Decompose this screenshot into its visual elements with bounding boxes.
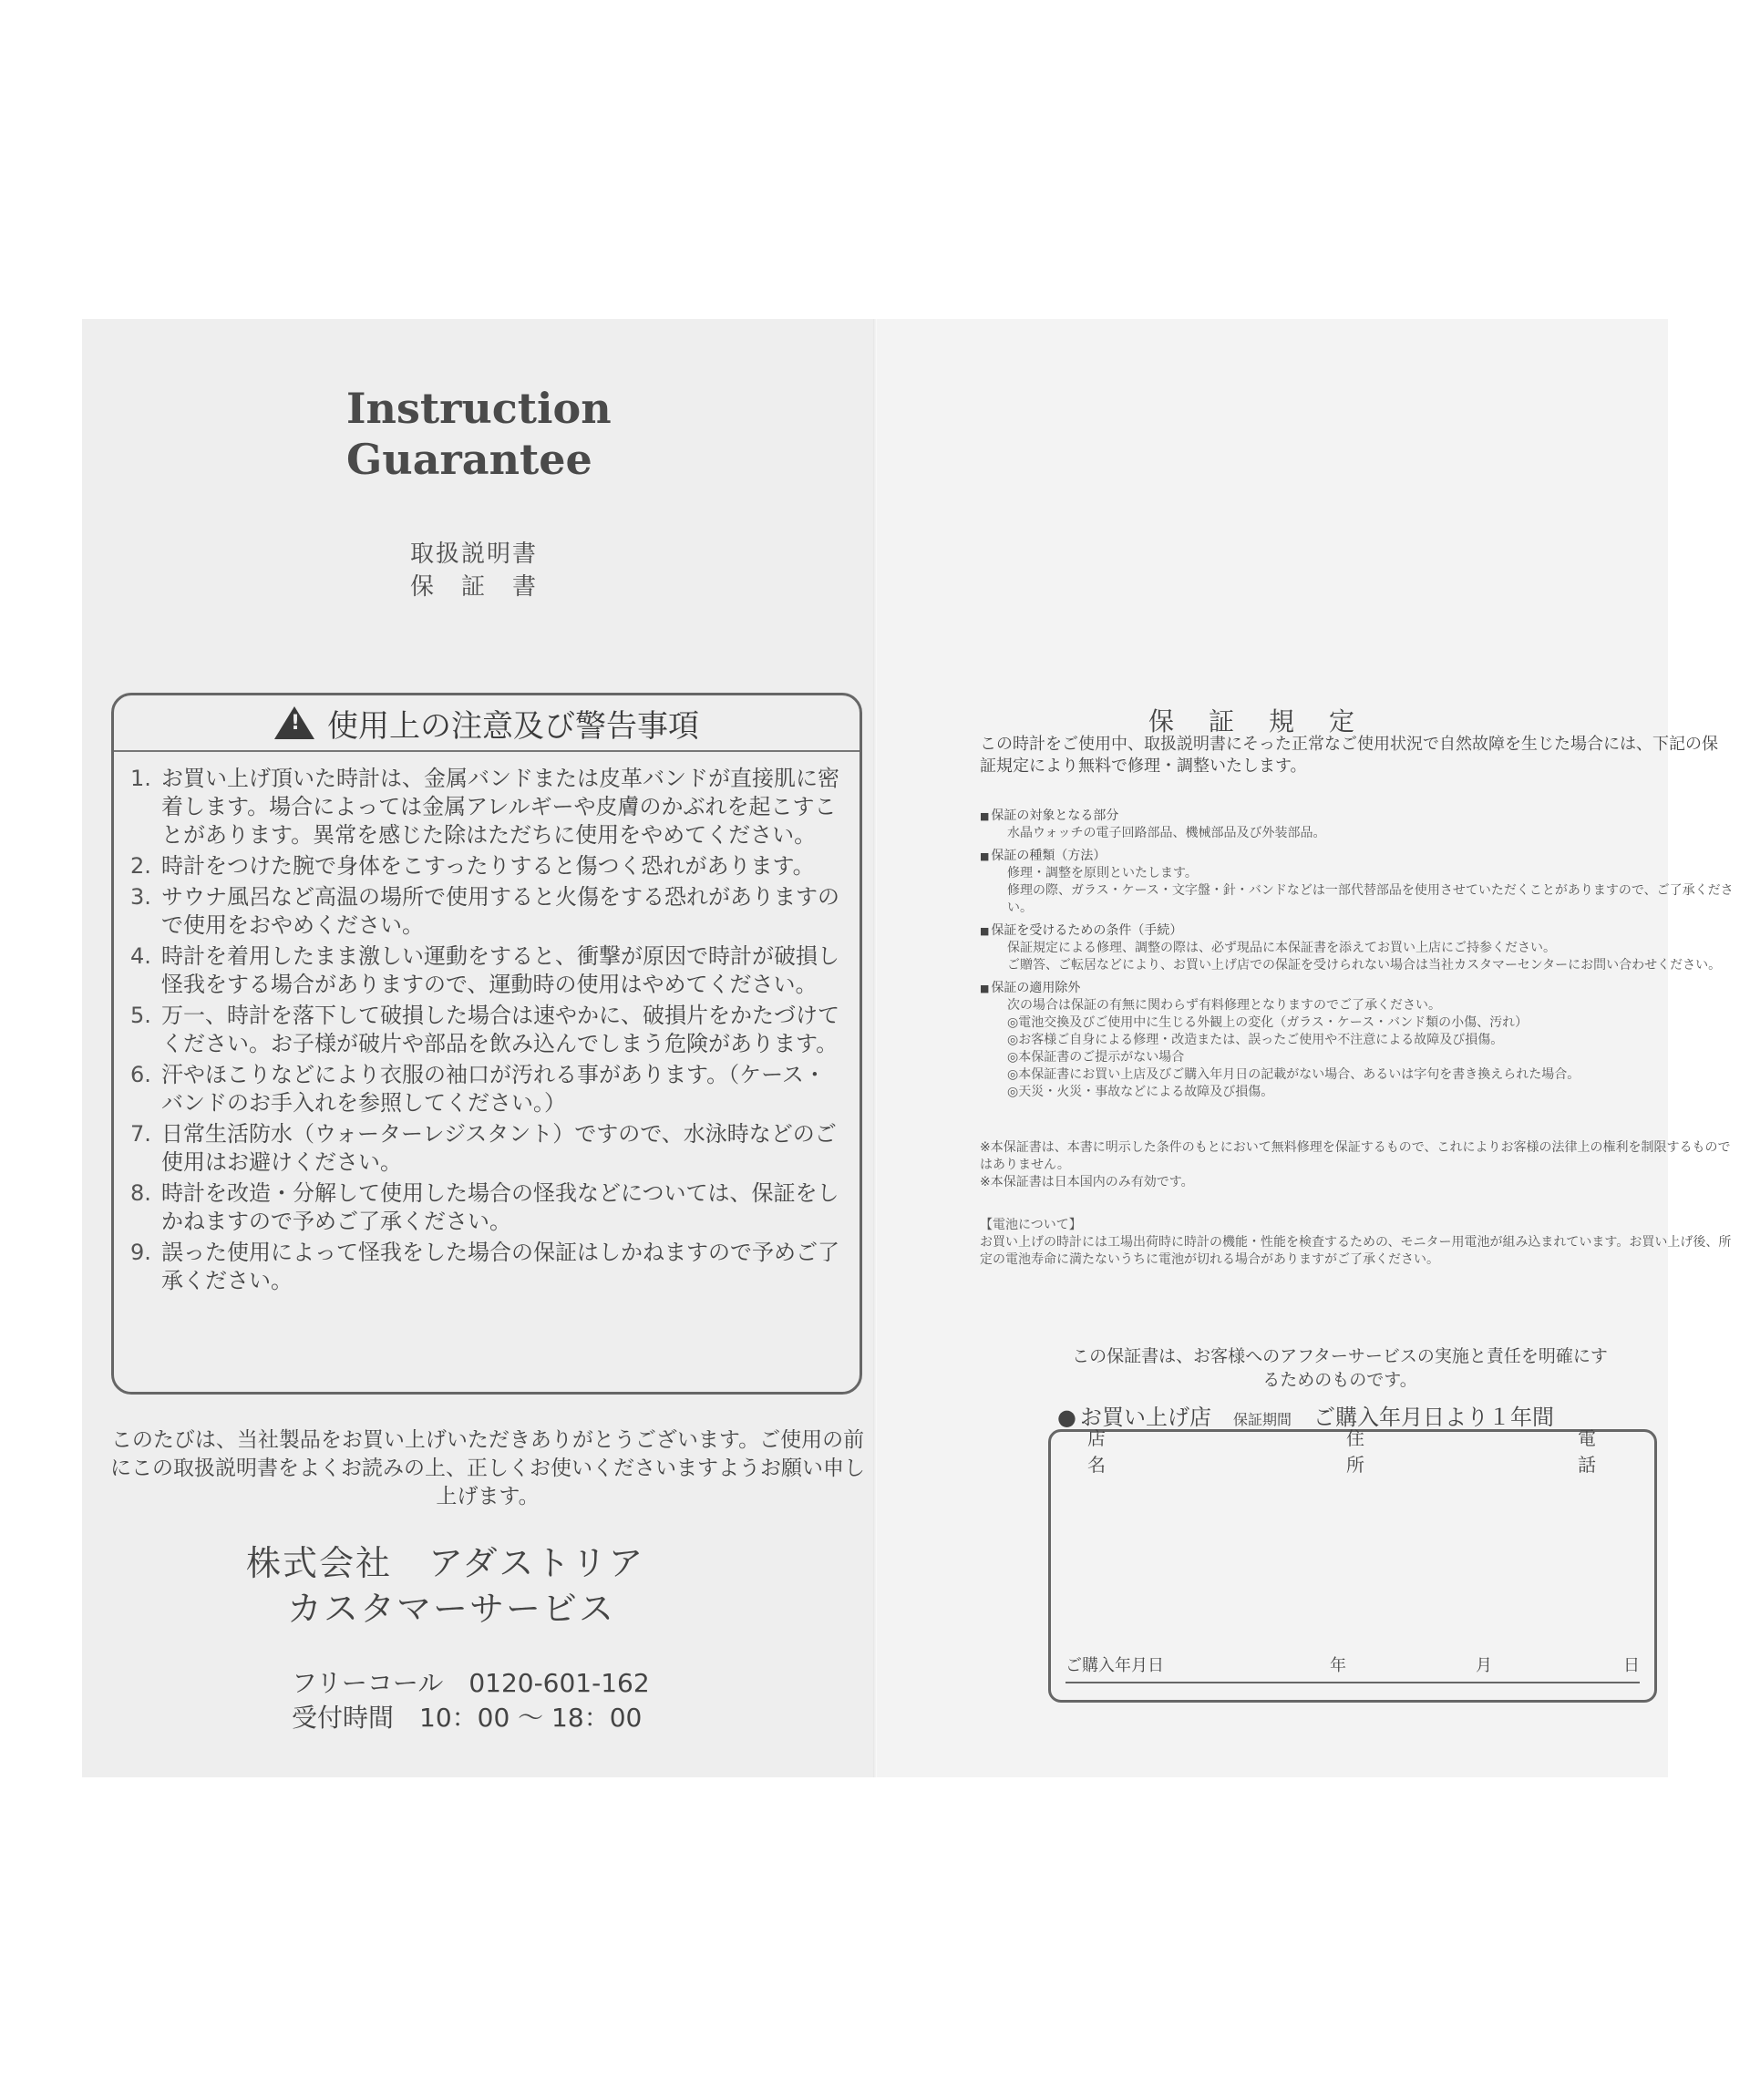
col-address: 住 所	[1346, 1427, 1412, 1476]
guarantee-purpose: この保証書は、お客様へのアフターサービスの実施と責任を明確にするためのものです。	[1072, 1346, 1608, 1390]
rule-line: ◎電池交換及びご使用中に生じる外観上の変化（ガラス・ケース・バンド類の小傷、汚れ）	[1007, 1015, 1529, 1030]
title-guarantee-jp: 保 証 書	[410, 573, 539, 601]
title-english	[346, 383, 711, 485]
warning-item: 9. 誤った使用によって怪我をした場合の保証はしかねますので予めご了承ください。	[130, 1240, 839, 1293]
warning-item: 4. 時計を着用したまま激しい運動をすると、衝撃が原因で時計が破損し怪我をする場合がありますので、運動時の使用はやめてください。	[130, 943, 839, 997]
year-label: 年	[1330, 1656, 1346, 1675]
free-call: フリーコール 0120-601-162	[292, 1668, 650, 1698]
company-block	[246, 1540, 793, 1632]
rule-line: 保証規定による修理、調整の際は、必ず現品に本保証書を添えてお買い上店にご持参ください。	[1007, 941, 1556, 955]
title-instruction: Instruction	[346, 384, 612, 433]
battery-head: 【電池について】	[980, 1218, 1082, 1232]
warning-item: 1. お買い上げ頂いた時計は、金属バンドまたは皮革バンドが直接肌に密着します。場合によっては金属アレルギーや皮膚のかぶれを起こすことがあります。異常を感じた除はただちに使用をやめてください。	[130, 766, 839, 848]
rule-line: ◎本保証書のご提示がない場合	[1007, 1050, 1185, 1065]
guarantee-rules-title: 保証規定	[1148, 706, 1390, 736]
thanks-message: このたびは、当社製品をお買い上げいただきありがとうございます。ご使用の前にこの取扱説明書をよくお読みの上、正しくお使いくださいますようお願い申し上げます。	[110, 1428, 865, 1508]
period-value: ご購入年月日より１年間	[1312, 1405, 1554, 1430]
rule-section-head: ■ 保証の適用除外	[980, 980, 1736, 997]
title-japanese	[410, 538, 684, 603]
purchase-date-label: ご購入年月日	[1065, 1656, 1164, 1675]
warning-item: 2. 時計をつけた腕で身体をこすったりすると傷つく恐れがあります。	[130, 853, 815, 879]
warning-list	[114, 765, 860, 1295]
guarantee-notes	[980, 1139, 1736, 1191]
title-manual-jp: 取扱説明書	[410, 540, 539, 568]
warning-item: 6. 汗やほこりなどにより衣服の袖口が汚れる事があります。（ケース・バンドのお手入れを参照してください。）	[130, 1062, 826, 1116]
title-guarantee: Guarantee	[346, 435, 592, 484]
note-line: ※本保証書は、本書に明示した条件のもとにおいて無料修理を保証するもので、これによりお客様の法律上の権利を制限するものではありません。	[980, 1140, 1731, 1172]
rule-line: ◎お客様ご自身による修理・改造または、誤ったご使用や不注意による故障及び損傷。	[1007, 1033, 1504, 1047]
reception-hours: 受付時間 10：00 ～ 18：00	[292, 1703, 643, 1733]
rule-section-head: ■ 保証を受けるための条件（手続）	[980, 922, 1736, 940]
period-label: 保証期間	[1232, 1411, 1292, 1428]
rule-line: 修理・調整を原則といたします。	[1007, 866, 1198, 880]
guarantee-rules	[980, 802, 1736, 1101]
rule-line: 修理の際、ガラス・ケース・文字盤・針・バンドなどは一部代替部品を使用させていただくことがありますので、ご了承ください。	[1007, 883, 1734, 915]
contact-block	[292, 1666, 747, 1735]
purchase-date-row	[1065, 1651, 1640, 1683]
col-phone: 電 話	[1578, 1427, 1643, 1476]
company-name: 株式会社 アダストリア	[246, 1543, 645, 1583]
warning-icon	[274, 706, 314, 739]
warning-item: 3. サウナ風呂など高温の場所で使用すると火傷をする恐れがありますので使用をおやめください。	[130, 884, 839, 938]
rule-line: 次の場合は保証の有無に関わらず有料修理となりますのでご了承ください。	[1007, 998, 1441, 1013]
rule-section-head: ■ 保証の対象となる部分	[980, 808, 1736, 825]
warning-item: 5. 万一、時計を落下して破損した場合は速やかに、破損片をかたづけてください。お子様が破片や部品を飲み込んでしまう危険があります。	[130, 1003, 839, 1056]
store-label: ● お買い上げ店	[1057, 1399, 1211, 1431]
rule-line: 水晶ウォッチの電子回路部品、機械部品及び外装部品。	[1007, 826, 1326, 840]
warning-item: 8. 時計を改造・分解して使用した場合の怪我などについては、保証をしかねますので予めご了承ください。	[130, 1180, 839, 1234]
month-label: 月	[1476, 1656, 1492, 1675]
col-store-name: 店 名	[1087, 1427, 1153, 1476]
day-label: 日	[1623, 1656, 1640, 1675]
warning-box	[111, 693, 862, 1395]
paper-fold	[873, 319, 877, 1777]
rule-line: ◎天災・火災・事故などによる故障及び損傷。	[1007, 1085, 1274, 1099]
rule-line: ご贈答、ご転居などにより、お買い上げ店での保証を受けられない場合は当社カスタマーセンターにお問い合わせください。	[1007, 958, 1722, 973]
warning-item: 7. 日常生活防水（ウォーターレジスタント）ですので、水泳時などのご使用はお避けください。	[130, 1121, 837, 1175]
rule-section-head: ■ 保証の種類（方法）	[980, 848, 1736, 865]
battery-note	[980, 1217, 1736, 1269]
store-box	[1048, 1429, 1657, 1703]
warning-heading: 使用上の注意及び警告事項	[327, 707, 699, 745]
store-head	[1051, 1427, 1654, 1476]
rule-line: ◎本保証書にお買い上店及びご購入年月日の記載がない場合、あるいは字句を書き換えられた場合。	[1007, 1067, 1580, 1082]
guarantee-intro: この時計をご使用中、取扱説明書にそった正常なご使用状況で自然故障を生じた場合には、下記の保証規定により無料で修理・調整いたします。	[980, 735, 1718, 776]
note-line: ※本保証書は日本国内のみ有効です。	[980, 1175, 1194, 1189]
instruction-sheet	[82, 319, 1734, 1777]
company-dept: カスタマーサービス	[287, 1589, 616, 1629]
battery-text: お買い上げの時計には工場出荷時に時計の機能・性能を検査するための、モニター用電池が組み込まれています。お買い上げ後、所定の電池寿命に満たないうちに電池が切れる場合がありますがご了承ください。	[980, 1235, 1732, 1267]
warning-header	[114, 695, 860, 752]
